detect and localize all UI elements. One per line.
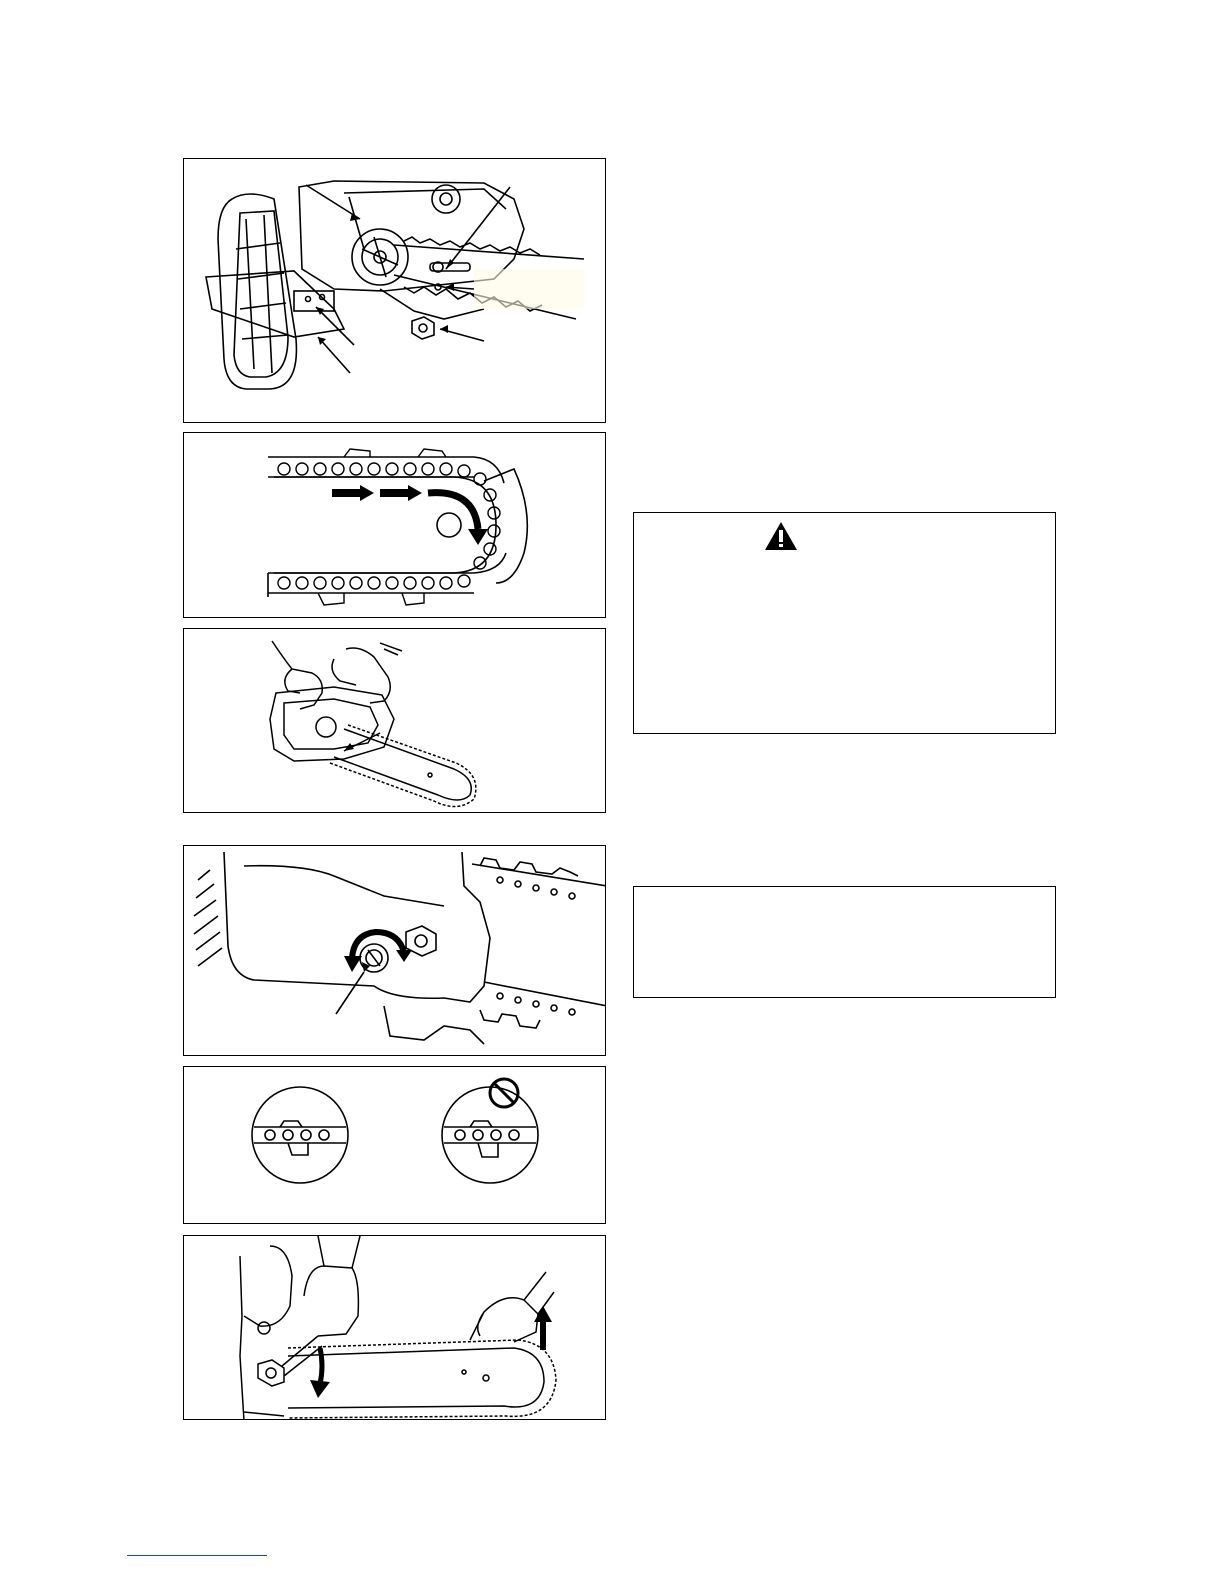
warning-box (633, 512, 1056, 734)
chainsaw-cover-illustration (184, 159, 606, 423)
tightening-nut-illustration (184, 1236, 606, 1420)
note-box (633, 886, 1056, 998)
figure-tension-screw (183, 845, 606, 1056)
figure-side-cover-removed (183, 158, 606, 423)
figure-chain-direction (183, 432, 606, 618)
footer-link-rule (127, 1555, 267, 1556)
figure-installing-chain (183, 628, 606, 813)
tension-check-illustration (184, 1067, 606, 1224)
tension-screw-illustration (184, 846, 606, 1056)
figure-tightening-nut (183, 1235, 606, 1420)
hands-installing-illustration (184, 629, 606, 813)
warning-triangle-icon (764, 521, 798, 551)
figure-tension-check (183, 1066, 606, 1224)
chain-bar-nose-illustration (184, 433, 606, 618)
